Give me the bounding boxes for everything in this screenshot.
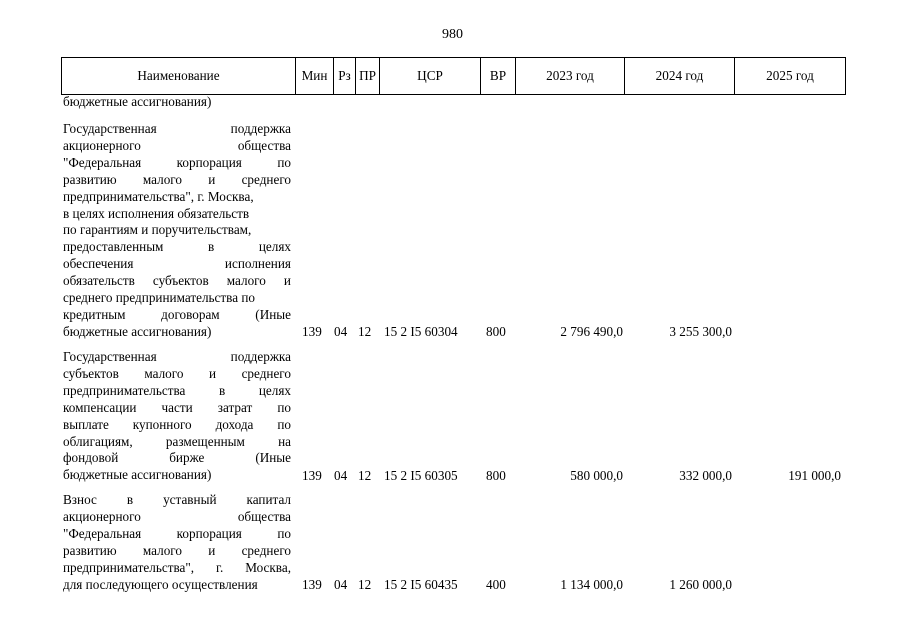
header-csr: ЦСР <box>380 58 481 95</box>
row-min: 139 <box>302 324 322 339</box>
row-name: Государственная поддержка акционерного общества "Федеральная корпорация по развитию малого и среднего предпринимательства", г. Москва, в целях исполнения обязательств по гарантиям и поручительствам, предоставленным в целях обеспечения исполнения обязательств субъектов малого и среднего предпринимательства по кредитным договорам (Иные бюджетные ассигнования) <box>63 121 291 339</box>
row-2023: 2 796 490,0 <box>560 324 623 339</box>
page-number: 980 <box>442 27 463 42</box>
header-min: Мин <box>296 58 334 95</box>
row-2024: 1 260 000,0 <box>669 577 732 592</box>
row-name: Государственная поддержка субъектов малого и среднего предпринимательства в целях компенсации части затрат по выплате купонного дохода по облигациям, размещенным на фондовой бирже (Иные бюджетные ассигнования) <box>63 349 291 483</box>
row-rz: 04 <box>334 577 348 592</box>
row-2023: 580 000,0 <box>570 468 623 483</box>
header-2023: 2023 год <box>516 58 625 95</box>
row-2023: 1 134 000,0 <box>560 577 623 592</box>
row-csr: 15 2 I5 60305 <box>384 468 458 483</box>
header-2025: 2025 год <box>735 58 846 95</box>
row-2025: 191 000,0 <box>788 468 841 483</box>
row-vr: 400 <box>486 577 506 592</box>
header-name: Наименование <box>62 58 296 95</box>
row-min: 139 <box>302 577 322 592</box>
header-pr: ПР <box>356 58 380 95</box>
header-vr: ВР <box>481 58 516 95</box>
row-csr: 15 2 I5 60304 <box>384 324 458 339</box>
row-csr: 15 2 I5 60435 <box>384 577 458 592</box>
row-min: 139 <box>302 468 322 483</box>
row-name: Взнос в уставный капитал акционерного общества "Федеральная корпорация по развитию малого и среднего предпринимательства", г. Москва, для последующего осуществления <box>63 492 291 592</box>
header-2024: 2024 год <box>625 58 735 95</box>
row-rz: 04 <box>334 324 348 339</box>
row-vr: 800 <box>486 324 506 339</box>
row-pr: 12 <box>358 324 372 339</box>
row-pr: 12 <box>358 577 372 592</box>
table-header <box>61 57 846 95</box>
row-2024: 3 255 300,0 <box>669 324 732 339</box>
header-rz: Рз <box>334 58 356 95</box>
row-pr: 12 <box>358 468 372 483</box>
row-2024: 332 000,0 <box>679 468 732 483</box>
row-rz: 04 <box>334 468 348 483</box>
row-vr: 800 <box>486 468 506 483</box>
continuation-text: бюджетные ассигнования) <box>63 94 212 109</box>
